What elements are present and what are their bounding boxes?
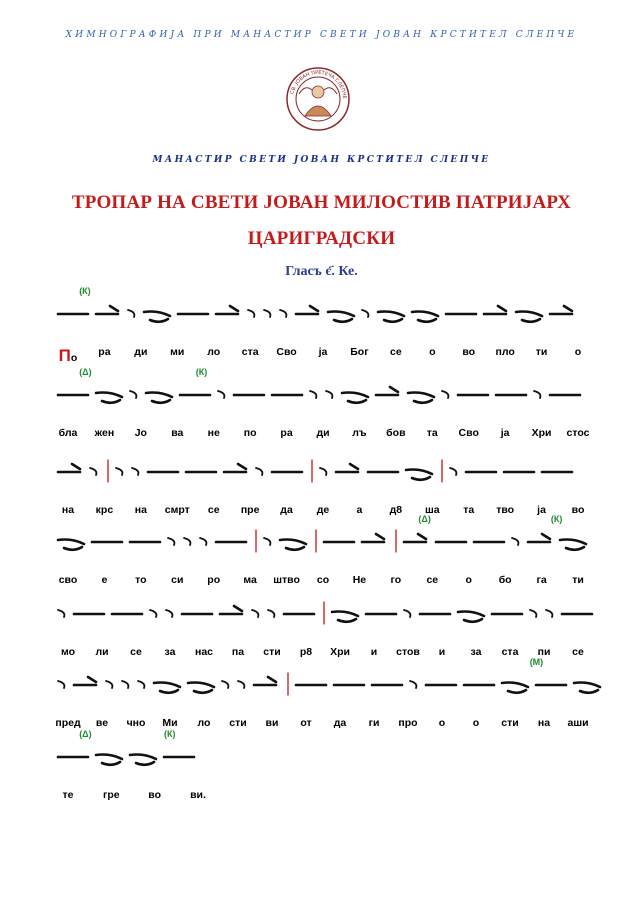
mode-mark: (К): [195, 367, 208, 377]
syllable: пре: [240, 504, 260, 516]
monastery-seal-icon: [285, 66, 351, 132]
neume-sign: [530, 610, 536, 617]
neume-row: [58, 367, 588, 419]
neume-sign: [184, 538, 190, 545]
syllable: чно: [126, 717, 146, 729]
mode-mark: (М): [529, 657, 544, 667]
neume-sign: [342, 393, 368, 403]
neume-row: [58, 657, 588, 709]
syllable: да: [333, 717, 347, 729]
syllable: Ми: [162, 717, 178, 729]
neume-sign: [406, 470, 432, 480]
syllable: ва: [171, 427, 184, 439]
syllable: ви: [265, 717, 279, 729]
neume-sign: [122, 681, 128, 688]
syllable: Сво: [458, 427, 479, 439]
seal-text: СВ. ЈОВАН ПРЕТЕЧА СЛЕПЧЕ: [289, 69, 348, 100]
syllable: га: [536, 574, 547, 586]
neume-sign: [166, 610, 172, 617]
syllable: мо: [60, 646, 76, 658]
neume-sign: [216, 306, 238, 314]
neume-sign: [144, 312, 170, 322]
syllable: не: [207, 427, 220, 439]
neume-sign: [264, 310, 270, 317]
syllable: ди: [134, 346, 148, 358]
neume-sign: [362, 310, 368, 317]
syllable: на: [537, 717, 551, 729]
neume-sign: [96, 393, 122, 403]
syllable: се: [207, 504, 220, 516]
neume-sign: [450, 468, 456, 475]
neume-sign: [268, 610, 274, 617]
neume-sign: [248, 310, 254, 317]
syllable-row: [58, 646, 588, 664]
neume-sign: [58, 610, 64, 617]
syllable: Јо: [134, 427, 147, 439]
syllable: жен: [94, 427, 115, 439]
neume-sign: [58, 681, 64, 688]
tone-label: Гласъ є҃. Ке.: [285, 264, 358, 279]
syllable: бо: [498, 574, 512, 586]
syllable: ти: [572, 574, 584, 586]
syllable: бов: [386, 427, 406, 439]
neume-sign: [404, 534, 426, 542]
neume-sign: [256, 468, 262, 475]
syllable: ги: [368, 717, 380, 729]
syllable: сти: [501, 717, 519, 729]
syllable: ста: [501, 646, 519, 658]
neume-row: [58, 450, 588, 496]
neume-sign: [326, 391, 332, 398]
neume-sign: [130, 391, 136, 398]
neume-sign: [252, 610, 258, 617]
syllable: е: [101, 574, 108, 586]
syllable: от: [300, 717, 312, 729]
syllable: со: [316, 574, 330, 586]
neume-sign: [238, 681, 244, 688]
syllable-row: [58, 346, 588, 364]
syllable: во: [571, 504, 585, 516]
syllable: смрт: [164, 504, 190, 516]
syllable: аши: [567, 717, 589, 729]
syllable: та: [426, 427, 438, 439]
mode-mark: (Δ): [79, 729, 92, 739]
neume-sign: [264, 538, 270, 545]
syllable: Не: [352, 574, 367, 586]
neume-sign: [150, 610, 156, 617]
syllable: ра: [280, 427, 293, 439]
neume-sign: [410, 681, 416, 688]
syllable: ти: [535, 346, 548, 358]
neume-sign: [154, 683, 180, 693]
syllable: да: [280, 504, 293, 516]
monastery-line: МАНАСТИР СВЕТИ ЈОВАН КРСТИТЕЛ СЛЕПЧЕ: [152, 155, 491, 165]
syllable: ло: [197, 717, 211, 729]
syllable: на: [134, 504, 147, 516]
neume-sign: [560, 540, 586, 550]
syllable: ло: [207, 346, 221, 358]
neume-sign: [332, 612, 358, 622]
neume-sign: [310, 391, 316, 398]
neume-sign: [574, 683, 600, 693]
syllable-row: [58, 789, 588, 807]
syllable: во: [462, 346, 476, 358]
neume-sign: [376, 387, 398, 395]
neume-sign: [412, 312, 438, 322]
syllable: ро: [207, 574, 221, 586]
syllable: ли: [95, 646, 109, 658]
syllable: Бог: [350, 346, 369, 358]
neume-sign: [336, 464, 358, 472]
neume-sign: [296, 306, 318, 314]
syllable: Хри: [531, 427, 552, 439]
syllable: се: [426, 574, 439, 586]
neume-sign: [458, 612, 484, 622]
neume-sign: [74, 677, 96, 685]
neume-sign: [128, 310, 134, 317]
neume-sign: [146, 393, 172, 403]
neume-sign: [218, 391, 224, 398]
neume-row: [58, 729, 588, 781]
syllable: во: [148, 789, 162, 801]
syllable: то: [135, 574, 147, 586]
mode-mark: (К): [79, 286, 91, 296]
neume-row: [58, 514, 588, 566]
neume-sign: [130, 755, 156, 765]
neume-row: [58, 592, 588, 638]
syllable: Сво: [276, 346, 297, 358]
neume-sign: [328, 312, 354, 322]
syllable: ми: [170, 346, 185, 358]
syllable: сти: [263, 646, 281, 658]
syllable: о: [465, 574, 472, 586]
neume-sign: [96, 306, 118, 314]
syllable: про: [398, 717, 418, 729]
syllable: бла: [58, 427, 78, 439]
neume-sign: [502, 683, 528, 693]
syllable: та: [463, 504, 475, 516]
syllable: го: [390, 574, 402, 586]
syllable: пи: [537, 646, 551, 658]
syllable: се: [390, 346, 402, 358]
syllable-row: [58, 574, 588, 592]
neume-sign: [378, 312, 404, 322]
syllable: а: [356, 504, 363, 516]
syllable: крс: [95, 504, 114, 516]
neume-sign: [96, 755, 122, 765]
syllable: нас: [194, 646, 214, 658]
page-title-line1: ТРОПАР НА СВЕТИ ЈОВАН МИЛОСТИВ ПАТРИЈАРХ: [71, 192, 572, 213]
syllable: за: [470, 646, 482, 658]
neume-sign: [534, 391, 540, 398]
neume-sign: [168, 538, 174, 545]
syllable: и: [438, 646, 446, 658]
mode-mark: (К): [550, 514, 563, 524]
drop-cap: П: [58, 346, 71, 365]
syllable: ви.: [190, 789, 206, 801]
mode-mark: (Δ): [418, 514, 431, 524]
syllable: де: [316, 504, 330, 516]
syllable: ве: [95, 717, 109, 729]
neume-sign: [362, 534, 384, 542]
neume-sign: [188, 683, 214, 693]
neume-sign: [546, 610, 552, 617]
neume-sign: [442, 391, 448, 398]
neume-sign: [138, 681, 144, 688]
syllable: тво: [496, 504, 515, 516]
syllable: ста: [241, 346, 259, 358]
syllable: штво: [273, 574, 300, 586]
syllable: се: [572, 646, 584, 658]
neume-sign: [404, 610, 410, 617]
neume-sign: [516, 312, 542, 322]
syllable: се: [130, 646, 142, 658]
syllable: сво: [58, 574, 78, 586]
neume-sign: [90, 468, 96, 475]
syllable: р8: [299, 646, 313, 658]
syllable: стов: [396, 646, 420, 658]
neume-sign: [320, 468, 326, 475]
neume-sign: [512, 538, 518, 545]
syllable: ша: [424, 504, 440, 516]
syllable: ма: [243, 574, 257, 586]
neume-sign: [200, 538, 206, 545]
syllable: ја: [318, 346, 328, 358]
syllable: ра: [98, 346, 111, 358]
syllable: си: [171, 574, 184, 586]
syllable: Хри: [330, 646, 350, 658]
syllable: лъ: [352, 427, 367, 439]
syllable: о: [574, 346, 582, 358]
neume-sign: [528, 534, 550, 542]
neume-sign: [408, 393, 434, 403]
neume-sign: [58, 464, 80, 472]
neume-sign: [224, 464, 246, 472]
neume-sign: [222, 681, 228, 688]
syllable: ди: [316, 427, 330, 439]
syllable: гре: [103, 789, 120, 801]
neume-row: [58, 286, 588, 338]
syllable: на: [61, 504, 75, 516]
neume-sign: [280, 310, 286, 317]
syllable: пред: [55, 717, 81, 729]
syllable: ја: [537, 504, 546, 516]
syllable: По: [58, 346, 78, 365]
neume-sign: [132, 468, 138, 475]
syllable: стос: [566, 427, 590, 439]
mode-mark: (Δ): [79, 367, 92, 377]
syllable: сти: [229, 717, 247, 729]
neume-sign: [280, 540, 306, 550]
neume-sign: [484, 306, 506, 314]
syllable-row: [55, 717, 589, 735]
syllable: по: [243, 427, 257, 439]
syllable: па: [231, 646, 245, 658]
mode-mark: (К): [164, 729, 176, 739]
syllable: за: [164, 646, 176, 658]
syllable: ја: [500, 427, 510, 439]
syllable: о: [438, 717, 446, 729]
syllable: о: [472, 717, 480, 729]
neume-sign: [220, 606, 242, 614]
neume-sign: [254, 677, 276, 685]
syllable: о: [429, 346, 436, 358]
syllable: те: [62, 789, 74, 801]
page-title-line2: ЦАРИГРАДСКИ: [247, 228, 396, 249]
syllable: д8: [389, 504, 403, 516]
neume-sign: [58, 540, 84, 550]
syllable-row: [58, 427, 588, 445]
header-top-line: ХИМНОГРАФИЈА ПРИ МАНАСТИР СВЕТИ ЈОВАН КРСТИТЕЛ СЛЕПЧЕ: [65, 30, 578, 40]
syllable: и: [370, 646, 378, 658]
neume-sign: [106, 681, 112, 688]
neume-sign: [550, 306, 572, 314]
neume-sign: [116, 468, 122, 475]
syllable: пло: [495, 346, 515, 358]
